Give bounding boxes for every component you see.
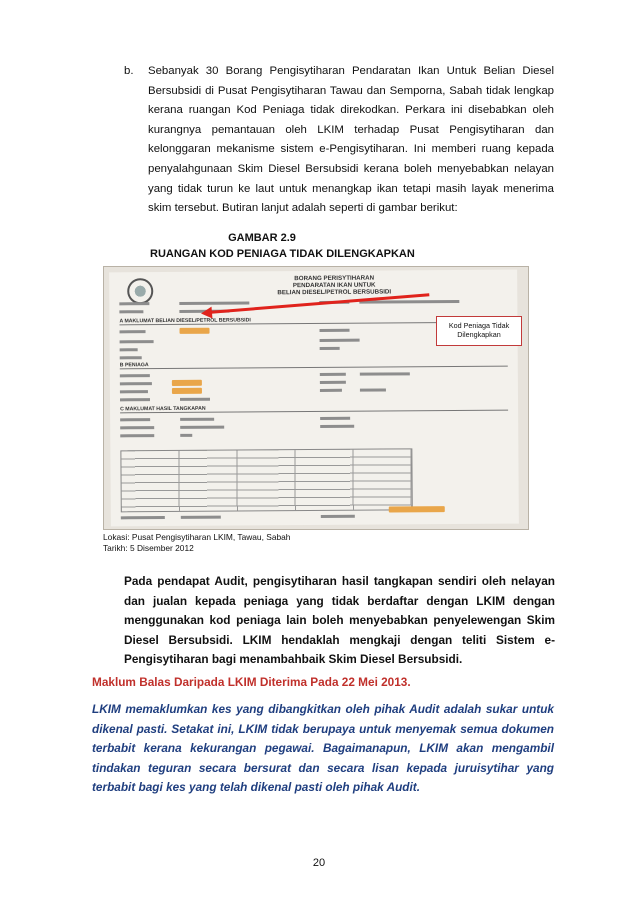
form-section-b: B PENIAGA xyxy=(120,360,508,370)
lkim-logo-icon xyxy=(127,278,153,304)
form-field-row xyxy=(120,346,500,353)
form-field-row xyxy=(119,308,499,315)
callout-box: Kod Peniaga Tidak Dilengkapkan xyxy=(436,316,522,346)
highlight-destination xyxy=(172,388,202,394)
declaration-form xyxy=(109,270,519,527)
highlight-date xyxy=(389,506,445,512)
form-field-row xyxy=(120,432,500,439)
figure-location: Lokasi: Pusat Pengisytiharan LKIM, Tawau, Sabah xyxy=(103,532,291,542)
highlight-vessel xyxy=(180,328,210,334)
paragraph-b-label: b. xyxy=(124,65,134,77)
paragraph-b xyxy=(124,62,554,219)
form-section-a: A MAKLUMAT BELIAN DIESEL/PETROL BERSUBSIDI xyxy=(119,316,507,326)
form-field-row xyxy=(120,396,500,403)
page-number: 20 xyxy=(312,857,326,869)
highlight-type xyxy=(172,380,202,386)
declaration-form-photo xyxy=(103,266,529,530)
reply-title: Maklum Balas Daripada LKIM Diterima Pada 22 Mei 2013. xyxy=(92,675,411,689)
form-field-row xyxy=(120,372,500,379)
figure-source xyxy=(103,532,290,553)
audit-opinion: Pada pendapat Audit, pengisytiharan hasil tangkapan sendiri oleh nelayan dan jualan kepada peniaga yang tidak berdaftar dengan LKIM dengan menggunakan kod peniaga lain boleh menyebabkan penyelewengan Skim Diesel Bersubsidi. LKIM hendaklah mengkaji dengan teliti Sistem e-Pengisytiharan bagi menambahbaik Skim Diesel Bersubsidi. xyxy=(124,574,555,667)
reply-body: LKIM memaklumkan kes yang dibangkitkan oleh pihak Audit adalah sukar untuk dikenal pasti. Setakat ini, LKIM tidak berupaya untuk menyemak semua dokumen terbabit kerana kekurangan pegawai. Bagaimanapun, LKIM akan mengambil tindakan teguran secara bersurat dan secara lisan kepada juruisytihar yang terbabit bagi kes yang telah dikenal pasti oleh pihak Audit. xyxy=(92,702,554,795)
form-heading-line: PENDARATAN IKAN UNTUK xyxy=(292,281,376,290)
arrow-head-icon xyxy=(201,307,213,320)
form-section-c: C MAKLUMAT HASIL TANGKAPAN xyxy=(120,404,508,414)
form-field-row xyxy=(120,416,500,423)
figure-number: GAMBAR 2.9 xyxy=(228,232,296,244)
figure-title: RUANGAN KOD PENIAGA TIDAK DILENGKAPKAN xyxy=(150,248,415,260)
catch-table xyxy=(120,448,412,512)
form-heading xyxy=(259,274,409,297)
figure-date: Tarikh: 5 Disember 2012 xyxy=(103,542,194,553)
paragraph-b-text: Sebanyak 30 Borang Pengisytiharan Pendaratan Ikan Untuk Belian Diesel Bersubsidi di Pusat Pengisytiharan Tawau dan Semporna, Sabah tidak lengkap kerana ruangan Kod Peniaga tidak direkodkan. Perkara ini disebabkan oleh kurangnya pemantauan oleh LKIM terhadap Pusat Pengisytiharan dan kelonggaran mekanisme sistem e-Pengisytiharan. Ini memberi ruang kepada penyalahgunaan Skim Diesel Bersubsidi kerana boleh menyebabkan nelayan yang tidak turun ke laut untuk menangkap ikan tetapi masih layak menerima skim tersebut. Butiran lanjut adalah seperti di gambar berikut: xyxy=(148,65,554,215)
form-field-row xyxy=(121,514,501,521)
form-heading-line: BORANG PERISYTIHARAN xyxy=(294,274,375,283)
form-field-row xyxy=(120,424,500,431)
form-heading-line: BELIAN DIESEL/PETROL BERSUBSIDI xyxy=(277,288,392,297)
